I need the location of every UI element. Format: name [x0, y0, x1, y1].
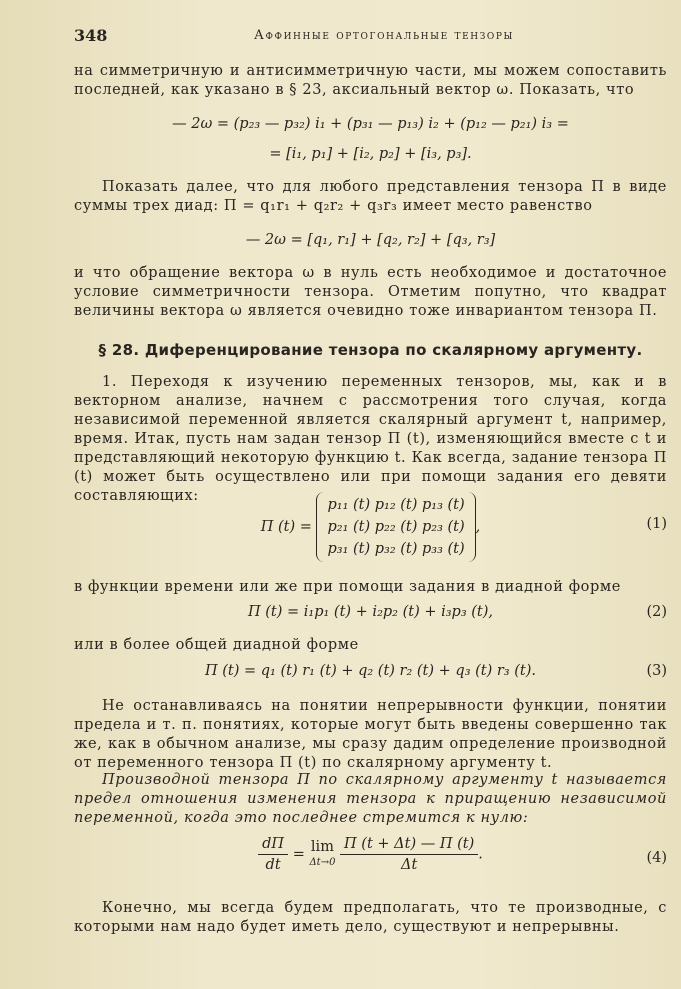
derivative-denominator: dt [265, 857, 281, 873]
equation-1 [74, 492, 667, 562]
limit-word: lim [310, 838, 334, 855]
eq1-lhs: Π (t) = [260, 519, 312, 535]
equation-a-line-2: = [i₁, p₁] + [i₂, p₂] + [i₃, p₃]. [269, 146, 472, 162]
component-matrix [316, 492, 475, 562]
section-title: § 28. Диференцирование тензора по скалярному аргументу. [98, 341, 643, 359]
paragraph-9: Конечно, мы всегда будем предполагать, что те производные, с которыми нам надо будет иметь дело, существуют и непрерывны. [74, 900, 667, 935]
quotient-numerator: Π (t + Δt) — Π (t) [340, 836, 478, 855]
equation-4 [74, 836, 667, 884]
paragraph-2: Показать далее, что для любого представления тензора Π в виде суммы трех диад: Π = q₁r₁ + q₂r₂ + q₃r₃ имеет место равенство [74, 179, 667, 214]
paragraph-7: Не останавливаясь на понятии непрерывности функции, понятии предела и т. п. понятиях, которые могут быть введены совершенно так же, как в обычном анализе, мы сразу дадим определение производной от переменного тензора Π (t) по скалярному аргументу t. [74, 698, 667, 771]
paragraph-5: в функции времени или же при помощи задания в диадной форме [74, 579, 621, 595]
equation-number-4: (4) [646, 850, 667, 866]
eq2-text: Π (t) = i₁p₁ (t) + i₂p₂ (t) + i₃p₃ (t), [248, 604, 493, 620]
limit-subscript: Δt→0 [309, 856, 336, 868]
paragraph-1: на симметричную и антисимметричную части, мы можем сопоставить последней, как указано в § 23, аксиальный вектор ω. Показать, что [74, 63, 667, 98]
running-title: Аффинные ортогональные тензоры [254, 28, 515, 43]
difference-quotient [340, 836, 478, 873]
paragraph-6: или в более общей диадной форме [74, 637, 359, 653]
derivative-numerator: dΠ [258, 836, 288, 855]
limit-operator [309, 840, 335, 870]
page-header [74, 26, 667, 48]
equation-number-1: (1) [646, 516, 667, 532]
quotient-denominator: Δt [400, 857, 418, 873]
equation-number-2: (2) [646, 604, 667, 620]
paragraph-8-definition: Производной тензора Π по скалярному аргументу t называется предел отношения изменения тензора к приращению независимой переменной, когда это последнее стремится к нулю: [74, 772, 667, 826]
equation-3 [74, 663, 667, 679]
equation-number-3: (3) [646, 663, 667, 679]
paragraph-4: 1. Переходя к изучению переменных тензоров, мы, как и в векторном анализе, начнем с рассмотрения того случая, когда независимой переменной является скалярный аргумент t, например, время. Итак, пусть нам задан тензор Π (t), изменяющийся вместе с t и представляющий некоторую функцию t. Как всегда, задание тензора Π (t) может быть осуществлено или при помощи задания его девяти составляющих: [74, 374, 667, 504]
paragraph-3: и что обращение вектора ω в нуль есть необходимое и достаточное условие симметричности тензора. Отметим попутно, что квадрат величины вектора ω является очевидно тоже инвариантом тензора Π. [74, 265, 667, 319]
equation-a-line-1: — 2ω = (p₂₃ — p₃₂) i₁ + (p₃₁ — p₁₃) i₂ + (p₁₂ — p₂₁) i₃ = [172, 116, 569, 132]
eq4-tail: . [478, 846, 483, 863]
derivative-fraction [258, 836, 288, 873]
matrix-row-3: p₃₁ (t) p₃₂ (t) p₃₃ (t) [327, 541, 465, 557]
eq1-tail: , [475, 519, 481, 535]
equation-2 [74, 604, 667, 620]
matrix-row-2: p₂₁ (t) p₂₂ (t) p₂₃ (t) [327, 519, 465, 535]
page-number: 348 [74, 26, 108, 45]
eq4-equals: = [292, 846, 305, 863]
eq3-text: Π (t) = q₁ (t) r₁ (t) + q₂ (t) r₂ (t) + q₃ (t) r₃ (t). [205, 663, 536, 679]
equation-b: — 2ω = [q₁, r₁] + [q₂, r₂] + [q₃, r₃] [245, 232, 496, 248]
matrix-row-1: p₁₁ (t) p₁₂ (t) p₁₃ (t) [327, 497, 465, 513]
